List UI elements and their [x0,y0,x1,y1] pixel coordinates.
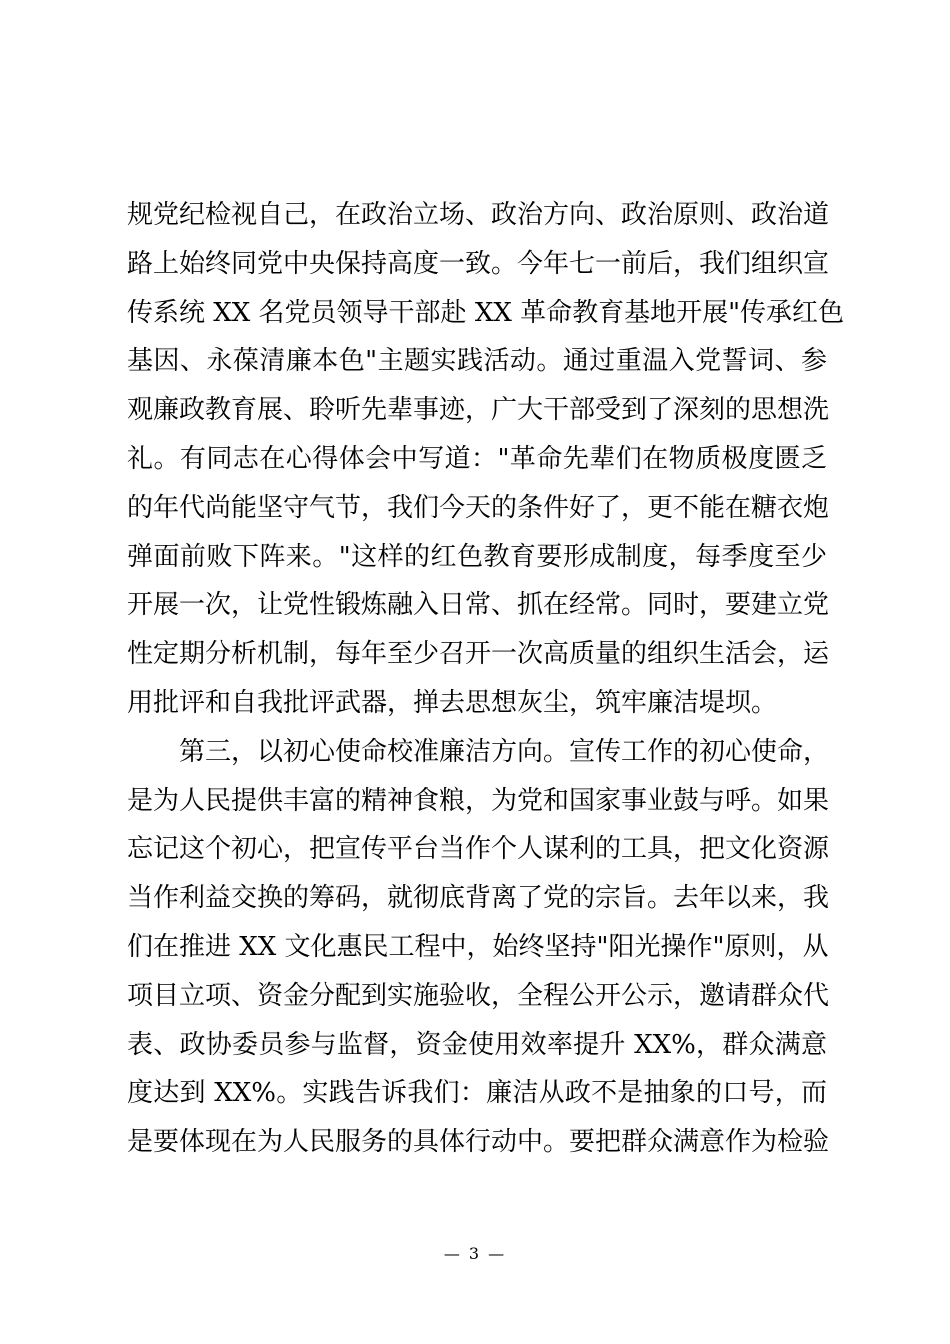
text-line: 开展一次，让党性锻炼融入日常、抓在经常。同时，要建立党 [127,590,830,621]
text-line: 表、政协委员参与监督，资金使用效率提升 XX%，群众满意 [127,1029,827,1060]
text-line: 忘记这个初心，把宣传平台当作个人谋利的工具，把文化资源 [127,834,830,865]
text-line: 当作利益交换的筹码，就彻底背离了党的宗旨。去年以来，我 [127,883,830,914]
text-line: 弹面前败下阵来。"这样的红色教育要形成制度，每季度至少 [127,541,827,572]
paragraph-1 [127,191,845,728]
text-line: 的年代尚能坚守气节，我们今天的条件好了，更不能在糖衣炮 [127,492,830,523]
text-line: 传系统 XX 名党员领导干部赴 XX 革命教育基地开展"传承红色 [127,297,845,328]
text-line: 项目立项、资金分配到实施验收，全程公开公示，邀请群众代 [127,980,830,1011]
text-line: 第三，以初心使命校准廉洁方向。宣传工作的初心使命， [127,736,830,767]
paragraph-2 [127,728,830,1167]
text-line: 性定期分析机制，每年至少召开一次高质量的组织生活会，运 [127,639,830,670]
text-line: 是要体现在为人民服务的具体行动中。要把群众满意作为检验 [127,1127,830,1158]
text-line: 规党纪检视自己，在政治立场、政治方向、政治原则、政治道 [127,200,830,230]
text-line: 基因、永葆清廉本色"主题实践活动。通过重温入党誓词、参 [127,346,827,377]
text-line: 是为人民提供丰富的精神食粮，为党和国家事业鼓与呼。如果 [127,785,830,816]
text-line: 度达到 XX%。实践告诉我们：廉洁从政不是抽象的口号，而 [127,1078,827,1109]
page-number: — 3 — [443,1244,507,1263]
text-line: 观廉政教育展、聆听先辈事迹，广大干部受到了深刻的思想洗 [127,395,830,426]
text-line: 用批评和自我批评武器，掸去思想灰尘，筑牢廉洁堤坝。 [127,687,778,718]
text-line: 礼。有同志在心得体会中写道："革命先辈们在物质极度匮乏 [127,443,827,474]
text-line: 们在推进 XX 文化惠民工程中，始终坚持"阳光操作"原则，从 [127,931,829,962]
text-line: 路上始终同党中央保持高度一致。今年七一前后，我们组织宣 [127,248,830,279]
body-text [127,191,845,1167]
